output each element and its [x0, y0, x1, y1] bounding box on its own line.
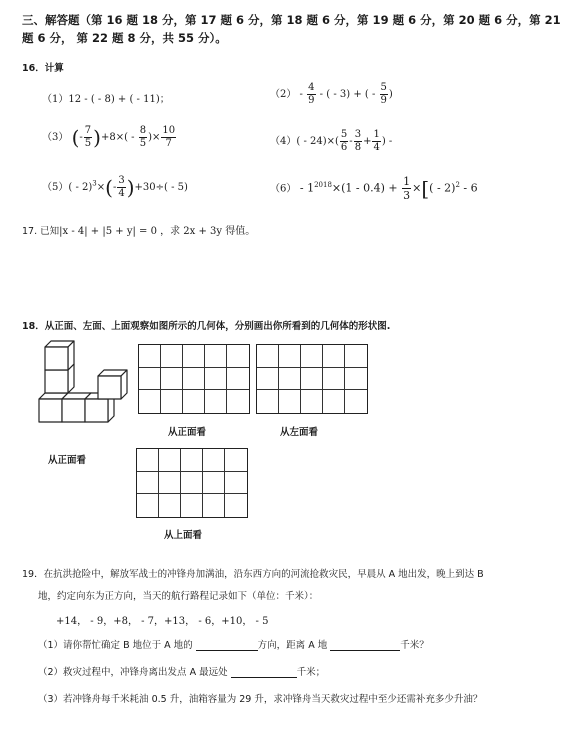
q16-p1: （1）12 - ( - 8) + ( - 11)；	[42, 94, 170, 105]
cube	[45, 341, 74, 370]
front-view-label: 从正面看	[168, 427, 207, 438]
q16-p3: （3） (- $\frac{7}{5}$ )+8×( - $\frac{8}{5}$ )× $\frac{10}{7}$	[42, 125, 176, 150]
q18-label: 18．从正面、左面、上面观察如图所示的几何体，分别画出你所看到的几何体的形状图.	[22, 321, 391, 332]
q19-intro-line2: 地，约定向东为正方向，当天的航行路程记录如下（单位：千米）：	[38, 591, 319, 602]
q16-p5: （5）( - 2)$^3$×(- $\frac{3}{4}$ )+30÷( - 5)	[42, 175, 188, 200]
q17: 17. 已知|x - 4| + |5 + y| = 0 ，求 2x + 3y 得值。	[22, 226, 256, 237]
left-view-label: 从左面看	[280, 427, 319, 438]
left-view-grid[interactable]	[256, 344, 368, 414]
q16-p2: （2） - $\frac{4}{9}$ - ( - 3) + ( - $\frac{5}{9}$ )	[270, 82, 393, 106]
top-view-grid[interactable]	[136, 448, 248, 518]
q16-p4: （4）( - 24)×( $\frac{5}{6}$ - $\frac{3}{8}$ + $\frac{1}{4}$ ) -	[270, 129, 393, 153]
section-title-line1: 三、解答题（第 16 题 18 分，第 17 题 6 分，第 18 题 6 分，第 19 题 6 分，第 20 题 6 分，第 21	[22, 13, 561, 27]
q19-records: +14， - 9，+8， - 7，+13， - 6，+10， - 5	[56, 616, 269, 627]
front-view-grid[interactable]	[138, 344, 250, 414]
q19-sub2: （2）救灾过程中，冲锋舟离出发点 A 最远处 千米；	[38, 667, 326, 678]
answer-blank-distance[interactable]	[330, 650, 400, 651]
q19-intro-line1: 19．在抗洪抢险中，解放军战士的冲锋舟加满油，沿东西方向的河流抢救灾民，早晨从 A 地出发，晚上到达 B	[22, 569, 484, 580]
q16-label: 16．计算	[22, 63, 64, 74]
cube	[98, 370, 127, 399]
section-title-line2: 题 6 分， 第 22 题 8 分，共 55 分）。	[22, 31, 227, 45]
q19-sub1: （1）请你帮忙确定 B 地位于 A 地的 方向，距离 A 地 千米？	[38, 640, 429, 651]
top-view-label: 从上面看	[164, 530, 203, 541]
q19-sub3: （3）若冲锋舟每千米耗油 0.5 升，油箱容量为 29 升，求冲锋舟当天救灾过程中至少还需补充多少升油？	[38, 694, 483, 705]
answer-blank-direction[interactable]	[196, 650, 258, 651]
answer-blank-farthest[interactable]	[231, 677, 297, 678]
figure-caption: 从正面看	[48, 455, 87, 466]
solid-figure	[36, 336, 132, 424]
q16-p6: $(6) - 1^{2018}\times(1 - 0.4)$ + $\frac{1}{3}$ ×[( - 2)$^2$ - 6	[270, 175, 478, 202]
